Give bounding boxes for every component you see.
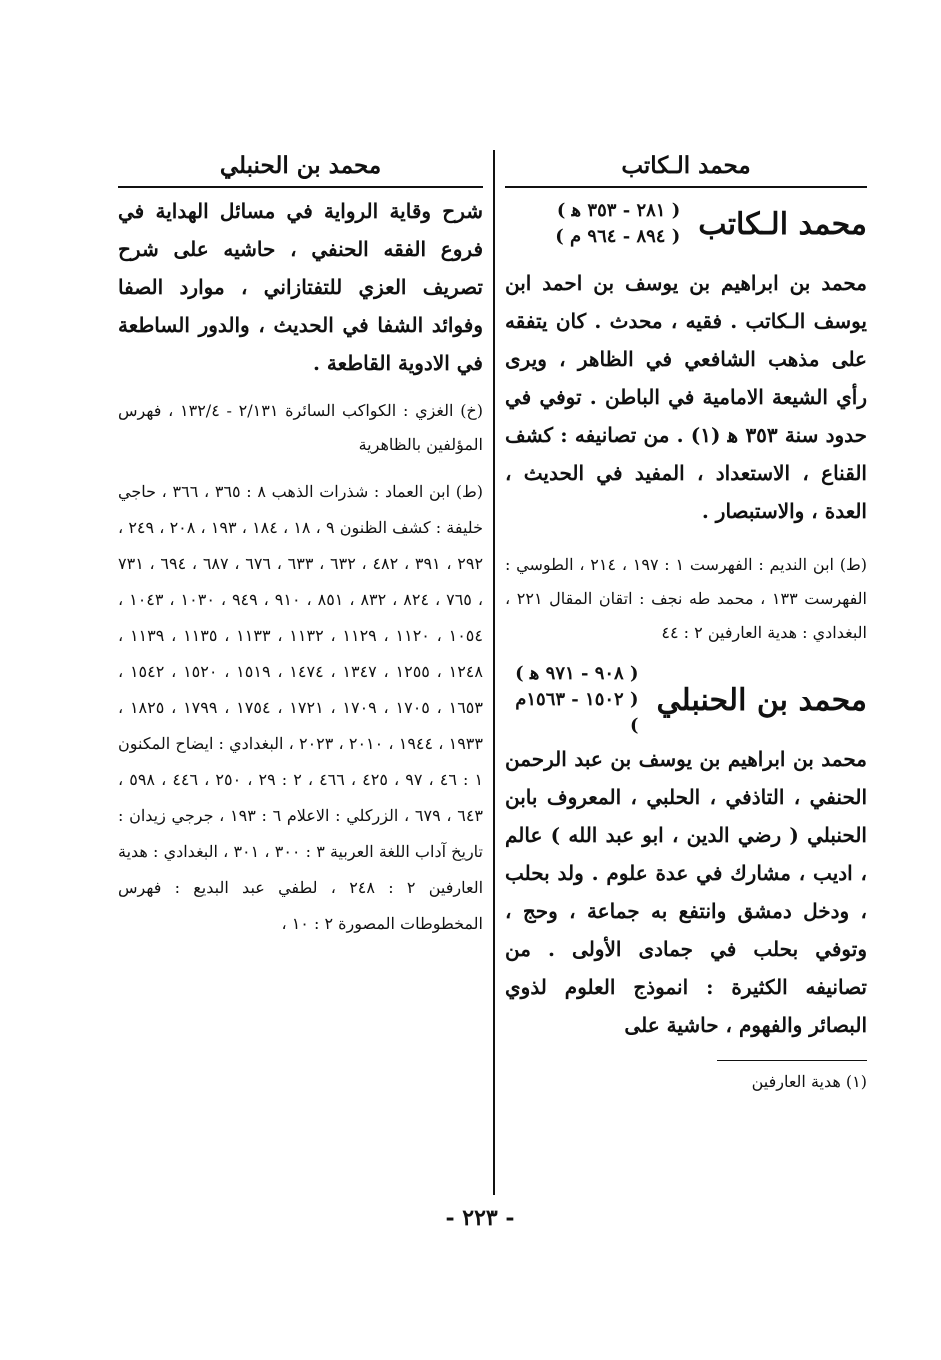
dates-gregorian: ( ٨٩٤ - ٩٦٤ م ) [555,226,681,247]
right-column [505,192,867,1095]
entry-dates [555,198,680,250]
sources-printed: (ط) ابن العماد : شذرات الذهب ٨ : ٣٦٥ ، ٣٦٦ ، حاجي خليفة : كشف الظنون ٩ ، ١٨ ، ١٨٤ ، ١٩٣ ، ٢٠٨ ، ٢٤٩ ، ٢٩٢ ، ٣٩١ ، ٤٨٢ ، ٦٣٢ ، ٦٣٣ ، ٦٧٦ ، ٦٨٧ ، ٦٩٤ ، ٧٣١ ، ٧٦٥ ، ٨٢٤ ، ٨٣٢ ، ٨٥١ ، ٩١٠ ، ٩٤٩ ، ١٠٣٠ ، ١٠٤٣ ، ١٠٥٤ ، ١١٢٠ ، ١١٢٩ ، ١١٣٢ ، ١١٣٣ ، ١١٣٥ ، ١١٣٩ ، ١٢٤٨ ، ١٢٥٥ ، ١٣٤٧ ، ١٤٧٤ ، ١٥١٩ ، ١٥٢٠ ، ١٥٤٢ ، ١٦٥٣ ، ١٧٠٥ ، ١٧٠٩ ، ١٧٢١ ، ١٧٥٤ ، ١٧٩٩ ، ١٨٢٥ ، ١٩٣٣ ، ١٩٤٤ ، ٢٠١٠ ، ٢٠٢٣ ، البغدادي : ايضاح المكنون ١ : ٤٦ ، ٩٧ ، ٤٢٥ ، ٤٦٦ ، ٢ : ٢٩ ، ٢٥٠ ، ٤٤٦ ، ٥٩٨ ، ٦٤٣ ، ٦٧٩ ، الزركلي : الاعلام ٦ : ١٩٣ ، جرجي زيدان : تاريخ آداب اللغة العربية ٣ : ٣٠٠ ، ٣٠١ ، البغدادي : هدية العارفين ٢ : ٢٤٨ ، لطفي عبد البديع : فهرس المخطوطات المصورة ٢ : ١٠ ، [118,482,484,933]
column-divider [493,150,495,1195]
header-rule-left [118,186,483,188]
running-header-right: محمد الـكاتب [621,152,751,179]
dates-gregorian: ( ١٥٠٢ - ١٥٦٣م ) [515,689,639,736]
entry-body: محمد بن ابراهيم بن يوسف بن احمد ابن يوسف الـكاتب . فقيه ، محدث . كان يتفقه على مذهب الشافعي في الظاهر ، ويرى رأي الشيعة الامامية في الباطن . توفي في حدود سنة ٣٥٣ ﻫ (١) . من تصانيفه : كشف القناع ، الاستعداد ، المفيد في الحديث ، العدة ، والاستبصار . [505,271,868,523]
left-column [118,192,483,942]
entry-heading-katib [505,192,867,256]
dates-hijri: ( ٩٠٨ - ٩٧١ ﻫ ) [515,663,639,684]
dates-hijri: ( ٢٨١ - ٣٥٣ ﻫ ) [556,200,681,221]
sources-manuscripts: (خ) الغزي : الكواكب السائرة ٢/١٣١ - ١٣٢/٤ ، فهرس المؤلفين بالظاهرية [118,401,484,454]
header-rule-right [505,186,867,188]
running-header-left: محمد بن الحنبلي [219,152,382,179]
entry-body: محمد بن ابراهيم بن يوسف بن عبد الرحمن الحنفي ، التاذفي ، الحلبي ، المعروف بابن الحنبلي ( رضي الدين ، ابو عبد الله ) عالم ، اديب ، مشارك في عدة علوم . ولد بحلب ، ودخل دمشق وانتفع به جماعة ، وحج ، وتوفي بحلب في جمادى الأولى . من تصانيفه الكثيرة : انموذج العلوم لذوي البصائر والفهوم ، حاشية على [505,747,867,1037]
entry-sources: (ط) ابن النديم : الفهرست ١ : ١٩٧ ، ٢١٤ ، الطوسي : الفهرست ١٣٣ ، محمد طه نجف : اتقان المقال ٢٢١ ، البغدادي : هدية العارفين ٢ : ٤٤ [505,555,868,642]
entry-name: محمد بن الحنبلي [656,682,867,718]
page-number: - ٢٢٣ - [445,1205,515,1231]
footnote-rule [717,1060,867,1061]
continued-body: شرح وقاية الرواية في مسائل الهداية في فروع الفقه الحنفي ، حاشيه على شرح تصريف العزي للتفتازاني ، موارد الصفا وفوائد الشفا في الحديث ، والدور الساطعة في الادوية القاطعة . [118,199,483,375]
entry-heading-hanbali [505,663,867,736]
footnote: (١) هدية العارفين [751,1072,867,1091]
entry-dates [505,661,639,739]
entry-name: محمد الـكاتب [698,206,867,242]
